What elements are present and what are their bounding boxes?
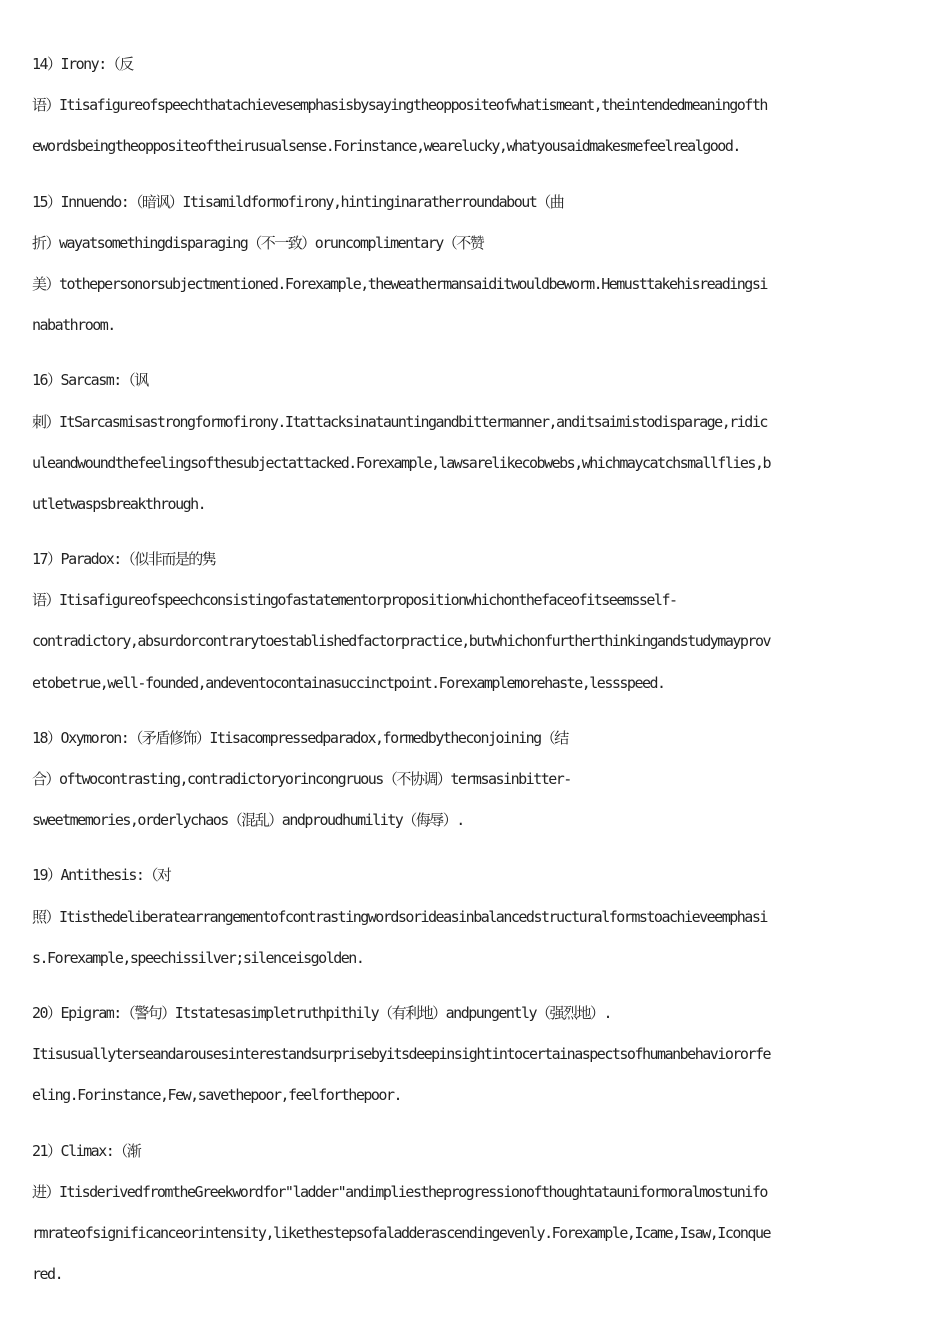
entry-line: 语）Itisafigureofspeechconsistingofastatementorpropositionwhichonthefaceofitseemsself- [32,591,677,610]
entry-line: 进）ItisderivedfromtheGreekwordfor"ladder"andimpliestheprogressionofthoughtatauniformoralmostunifo [32,1182,767,1201]
entry-line: nabathroom. [32,316,115,335]
entry-line: 19）Antithesis:（对 [32,866,171,885]
document-page [32,44,922,1309]
entry-line: red. [32,1265,63,1284]
entry-line: rmrateofsignificanceorintensity,likethestepsofaladderascendingevenly.Forexample,Icame,Isaw,Iconque [32,1223,771,1242]
entry-line: 刺）ItSarcasmisastrongformofirony.Itattacksinatauntingandbittermanner,anditsaimistodisparage,ridic [32,412,767,431]
entry-line: etobetrue,well-founded,andeventocontainasuccinctpoint.Forexamplemorehaste,lessspeed. [32,673,665,692]
entry-epigram [32,993,922,1117]
entry-antithesis [32,855,922,979]
entry-line: 照）Itisthedeliberatearrangementofcontrastingwordsorideasinbalancedstructuralformstoachieveemphasi [32,907,767,926]
entry-line: 20）Epigram:（警句）Itstatesasimpletruthpithily（有利地）andpungently（强烈地）. [32,1003,612,1022]
entry-sarcasm [32,360,922,525]
entry-line: uleandwoundthefeelingsofthesubjectattacked.Forexample,lawsarelikecobwebs,whichmaycatchsmallflies,b [32,453,771,472]
entry-line: s.Forexample,speechissilver;silenceisgolden. [32,948,364,967]
entry-line: sweetmemories,orderlychaos（混乱）andproudhumility（侮辱）. [32,811,464,830]
entry-line: eling.Forinstance,Few,savethepoor,feelforthepoor. [32,1086,402,1105]
entry-oxymoron [32,718,922,842]
entry-line: 21）Climax:（渐 [32,1141,141,1160]
entry-line: 折）wayatsomethingdisparaging（不一致）oruncomplimentary（不赞 [32,233,484,252]
entry-line: 17）Paradox:（似非而是的隽 [32,550,216,569]
entry-line: Itisusuallyterseandarousesinterestandsurprisebyitsdeepinsightintocertainaspectsofhumanbehaviororfe [32,1045,771,1064]
entry-climax [32,1131,922,1296]
entry-line: contradictory,absurdorcontrarytoestablishedfactorpractice,butwhichonfurtherthinkingandstudymayprov [32,632,771,651]
entry-line: 语）Itisafigureofspeechthatachievesemphasisbysayingtheoppositeofwhatismeant,theintendedmeaningofth [32,96,767,115]
entry-line: ewordsbeingtheoppositeoftheirusualsense.Forinstance,wearelucky,whatyousaidmakesmefeelrealgood. [32,137,740,156]
entry-line: 15）Innuendo:（暗讽）Itisamildformofirony,hintinginaratherroundabout（曲 [32,192,564,211]
entry-line: 美）tothepersonorsubjectmentioned.Forexample,theweathermansaiditwouldbeworm.Hemusttakehisreadingsi [32,274,767,293]
entry-line: 14）Irony:（反 [32,55,133,73]
entry-irony [32,44,922,168]
entry-line: utletwaspsbreakthrough. [32,494,206,513]
entry-innuendo [32,182,922,347]
entry-paradox [32,539,922,704]
entry-line: 16）Sarcasm:（讽 [32,371,148,390]
entry-line: 18）Oxymoron:（矛盾修饰）Itisacompressedparadox,formedbytheconjoining（结 [32,728,568,747]
entry-line: 合）oftwocontrasting,contradictoryorincongruous（不协调）termsasinbitter- [32,770,571,788]
